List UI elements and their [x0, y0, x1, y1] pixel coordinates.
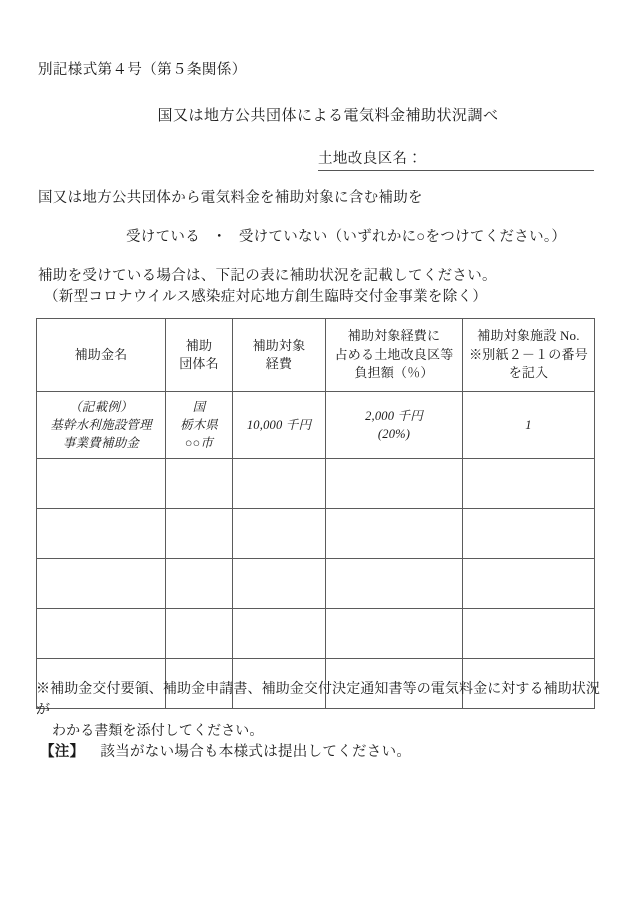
example-cell-subsidy-name	[37, 392, 166, 459]
table-header-cell-3	[233, 319, 326, 392]
submission-note	[40, 740, 411, 761]
table-header-cell-4-line: 占める土地改良区等	[334, 346, 454, 362]
table-input-cell[interactable]	[463, 609, 595, 659]
grant-table-wrapper	[36, 318, 594, 709]
choice-instruction: （いずれかに○をつけてください。）	[327, 229, 567, 245]
submission-note-label: 【注】	[40, 744, 85, 760]
table-header-cell-2	[166, 319, 233, 392]
instruction-line-2: （新型コロナウイルス感染症対応地方創生臨時交付金事業を除く）	[44, 289, 488, 305]
choice-separator: ・	[212, 229, 227, 245]
example-cell-district-burden-line: (20%)	[377, 427, 411, 441]
example-cell-organization	[166, 392, 233, 459]
table-input-cell[interactable]	[326, 459, 463, 509]
table-input-cell[interactable]	[463, 509, 595, 559]
instruction-line-1: 補助を受けている場合は、下記の表に補助状況を記載してください。	[38, 268, 497, 284]
table-input-cell[interactable]	[166, 559, 233, 609]
table-header-cell-5-line: 補助対象施設 No.	[477, 328, 580, 344]
example-cell-organization-line: ○○市	[184, 436, 214, 451]
table-header-cell-4-line: 負担額（％）	[354, 365, 434, 381]
attachment-note	[36, 679, 612, 742]
table-input-cell[interactable]	[166, 459, 233, 509]
choice-option-not-receiving[interactable]: 受けていない	[238, 229, 328, 245]
example-cell-facility-no	[463, 392, 595, 459]
table-header-cell-5-line: ※別紙２－１の番号	[469, 346, 588, 362]
attachment-note-line-2: わかる書類を添付してください。	[52, 724, 264, 739]
intro-paragraph: 国又は地方公共団体から電気料金を補助対象に含む補助を	[38, 190, 423, 206]
table-header-row	[37, 319, 595, 392]
table-input-cell[interactable]	[233, 509, 326, 559]
table-header-cell-2-line: 団体名	[179, 356, 219, 371]
page-title: 国又は地方公共団体による電気料金補助状況調べ	[157, 108, 499, 124]
table-header-cell-4-line: 補助対象経費に	[347, 328, 441, 344]
example-cell-target-expense	[233, 392, 326, 459]
table-input-cell[interactable]	[37, 509, 166, 559]
table-input-cell[interactable]	[233, 559, 326, 609]
example-cell-facility-no-line: 1	[525, 417, 532, 432]
example-cell-district-burden-line: 2,000 千円	[365, 408, 423, 423]
table-input-cell[interactable]	[37, 609, 166, 659]
table-header-cell-5-line: を記入	[508, 365, 549, 381]
table-input-cell[interactable]	[37, 459, 166, 509]
choice-option-receiving[interactable]: 受けている	[126, 229, 200, 245]
table-header-cell-5	[463, 319, 595, 392]
district-name-label: 土地改良区名：	[318, 151, 423, 167]
submission-note-text: 該当がない場合も本様式は提出してください。	[100, 744, 412, 760]
table-example-row	[37, 392, 595, 459]
table-input-cell[interactable]	[463, 459, 595, 509]
table-input-cell[interactable]	[326, 559, 463, 609]
table-input-cell[interactable]	[463, 559, 595, 609]
attachment-note-line-1: ※補助金交付要領、補助金申請書、補助金交付決定通知書等の電気料金に対する補助状況が	[36, 682, 600, 718]
subsidy-choice-line	[126, 225, 566, 246]
grant-status-table	[36, 318, 595, 709]
form-number: 別記様式第４号（第５条関係）	[38, 62, 247, 78]
table-input-cell[interactable]	[326, 509, 463, 559]
table-input-cell[interactable]	[166, 609, 233, 659]
example-cell-organization-line: 国	[192, 399, 206, 414]
table-row	[37, 609, 595, 659]
table-header-cell-1	[37, 319, 166, 392]
table-input-cell[interactable]	[326, 609, 463, 659]
table-input-cell[interactable]	[233, 459, 326, 509]
example-cell-organization-line: 栃木県	[179, 417, 219, 432]
table-header-cell-3-line: 経費	[265, 356, 293, 371]
example-cell-subsidy-name-line: 事業費補助金	[62, 436, 140, 451]
district-name-field[interactable]	[318, 147, 594, 171]
example-cell-district-burden	[326, 392, 463, 459]
table-row	[37, 459, 595, 509]
table-input-cell[interactable]	[233, 609, 326, 659]
table-row	[37, 509, 595, 559]
example-cell-subsidy-name-line: （記載例）	[69, 399, 133, 414]
table-header-cell-4	[326, 319, 463, 392]
table-header-cell-3-line: 補助対象	[252, 337, 306, 353]
example-cell-subsidy-name-line: 基幹水利施設管理	[50, 417, 152, 432]
table-row	[37, 559, 595, 609]
example-cell-target-expense-line: 10,000 千円	[246, 417, 312, 432]
table-header-cell-2-line: 補助	[185, 337, 213, 353]
table-header-cell-1-line: 補助金名	[74, 346, 128, 362]
table-input-cell[interactable]	[37, 559, 166, 609]
table-input-cell[interactable]	[166, 509, 233, 559]
